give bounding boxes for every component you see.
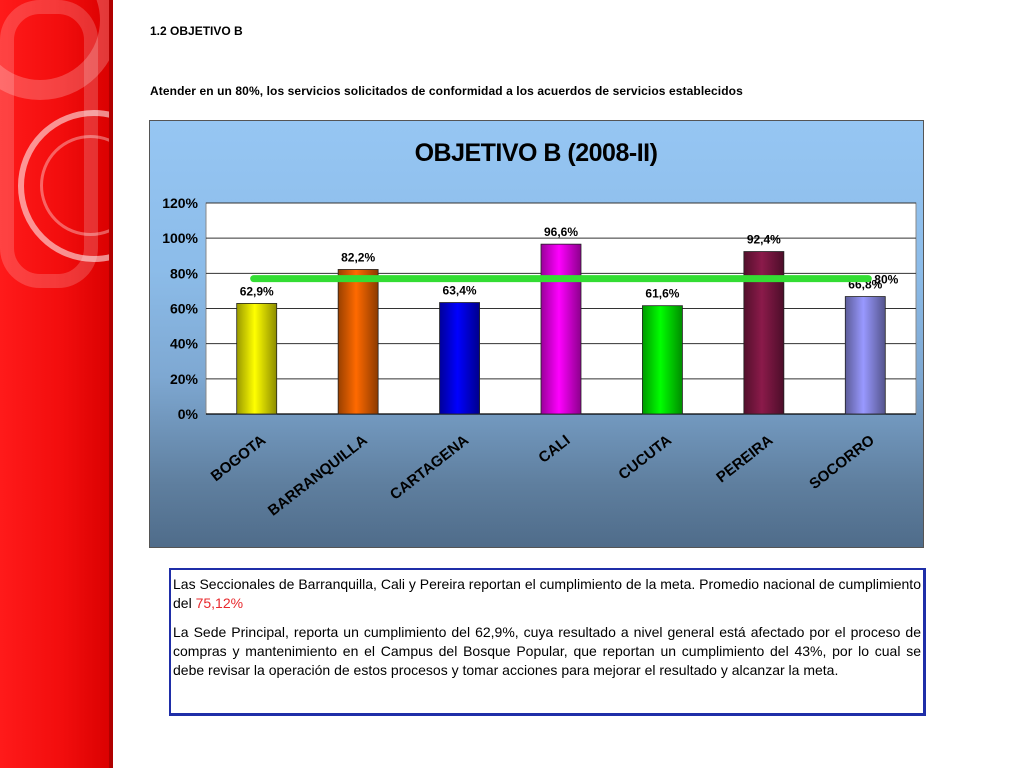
notes-box [169, 568, 926, 716]
notes-paragraph-2: La Sede Principal, reporta un cumplimiento del 62,9%, cuya resultado a nivel general está afectado por el proceso de compras y mantenimiento en el Campus del Bosque Popular, que reportan un cumplimiento del 43%, por lo cual se debe revisar la operación de estos procesos y tomar acciones para mejorar el resultado y alcanzar la meta. [173, 624, 921, 678]
data-label: 61,6% [645, 286, 680, 301]
y-tick-label: 0% [177, 406, 198, 422]
decorative-side-band [0, 0, 113, 768]
x-tick-label: BOGOTA [207, 431, 270, 485]
objective-description: Atender en un 80%, los servicios solicitados de conformidad a los acuerdos de servicios establecidos [150, 84, 743, 98]
bar-barranquilla [338, 269, 378, 414]
y-tick-label: 80% [169, 265, 198, 282]
data-label: 63,4% [442, 283, 477, 298]
x-tick-label: BARRANQUILLA [264, 431, 371, 520]
bar-cartagena [440, 303, 480, 414]
side-band-edge [109, 0, 113, 768]
chart-container [149, 120, 924, 548]
x-tick-label: CALI [535, 431, 574, 467]
national-average-value: 75,12% [195, 595, 244, 611]
data-label: 82,2% [341, 250, 376, 265]
y-tick-label: 40% [169, 335, 198, 352]
data-label: 92,4% [746, 232, 781, 247]
bar-bogota [237, 303, 277, 414]
bar-cali [541, 244, 581, 414]
section-title: 1.2 OBJETIVO B [150, 24, 243, 38]
x-tick-label: SOCORRO [806, 431, 878, 493]
y-axis [162, 195, 198, 422]
bar-cucuta [642, 306, 682, 414]
x-tick-label: CARTAGENA [386, 431, 473, 504]
y-tick-label: 60% [169, 300, 198, 317]
notes-paragraph-1 [173, 575, 921, 613]
y-tick-label: 100% [162, 230, 198, 247]
x-tick-label: CUCUTA [615, 431, 675, 484]
y-tick-label: 20% [169, 370, 198, 387]
data-label: 96,6% [543, 225, 579, 240]
target-label: 80% [874, 272, 899, 287]
chart-title: OBJETIVO B (2008-II) [414, 139, 658, 167]
notes-p1-text: Las Seccionales de Barranquilla, Cali y Pereira reportan el cumplimiento de la meta. Promedio nacional de cumplimiento del [173, 576, 921, 611]
bar-socorro [845, 297, 885, 414]
x-axis [208, 432, 878, 520]
data-label: 62,9% [239, 284, 274, 299]
y-tick-label: 120% [162, 195, 198, 211]
data-label: 66,8% [848, 277, 883, 292]
x-tick-label: PEREIRA [713, 431, 777, 487]
bar-chart [150, 121, 923, 547]
